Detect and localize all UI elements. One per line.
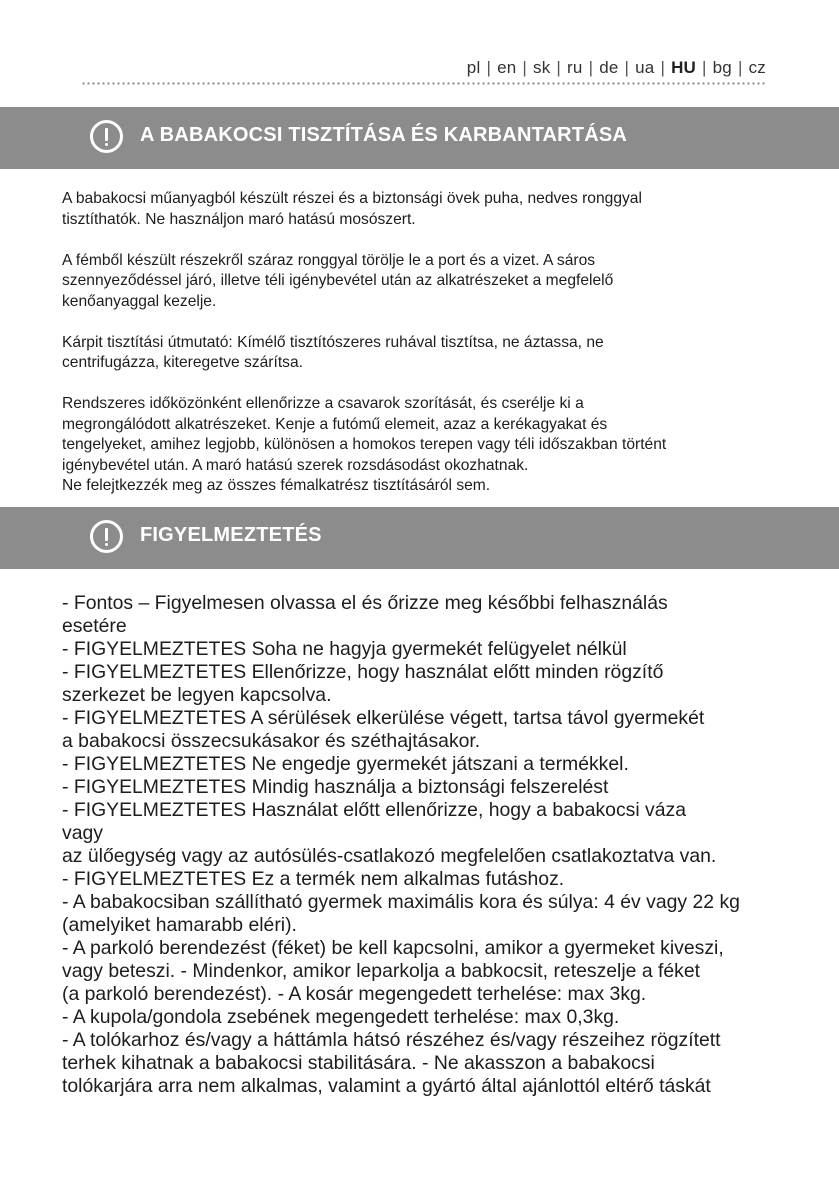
exclamation-circle-icon — [90, 120, 123, 153]
lang-separator: | — [702, 58, 707, 77]
warning-line: (amelyiket hamarabb eléri). — [62, 914, 297, 936]
cleaning-text — [62, 189, 782, 497]
section-header-cleaning — [0, 107, 839, 169]
lang-separator: | — [522, 58, 527, 77]
warning-line: - FIGYELMEZTETES Ellenőrizze, hogy használat előtt minden rögzítő — [62, 661, 664, 683]
warning-line: - FIGYELMEZTETES Soha ne hagyja gyermekét felügyelet nélkül — [62, 638, 627, 660]
text-line: kenőanyaggal kezelje. — [62, 292, 217, 310]
lang-hu-active[interactable]: HU — [671, 58, 697, 77]
lang-separator: | — [737, 58, 743, 77]
warning-line: esetére — [62, 615, 127, 637]
warning-line: - A parkoló berendezést (féket) be kell kapcsolni, amikor a gyermeket kiveszi, — [62, 937, 724, 959]
warning-line: vagy beteszi. - Mindenkor, amikor leparkolja a babkocsit, reteszelje a féket — [62, 960, 701, 982]
warning-line: - FIGYELMEZTETES Mindig használja a biztonsági felszerelést — [62, 776, 609, 798]
paragraph — [62, 251, 782, 313]
lang-pl[interactable]: pl — [466, 58, 481, 77]
lang-de[interactable]: de — [599, 58, 619, 77]
warning-line: vagy — [62, 822, 103, 844]
lang-separator: | — [588, 58, 594, 77]
lang-separator: | — [624, 58, 630, 77]
warning-line: - FIGYELMEZTETES Használat előtt ellenőrizze, hogy a babakocsi váza — [62, 799, 687, 821]
lang-en[interactable]: en — [497, 58, 517, 77]
paragraph — [62, 333, 782, 374]
text-line: Ne felejtkezzék meg az összes fémalkatrész tisztításáról sem. — [62, 477, 491, 494]
text-line: centrifugázza, kiteregetve szárítsa. — [62, 354, 303, 371]
warning-line: a babakocsi összecsukásakor és széthajtásakor. — [62, 730, 481, 752]
text-line: szennyeződéssel járó, illetve téli igénybevétel után az alkatrészeket a megfelelő — [62, 272, 614, 289]
section-title: FIGYELMEZTETÉS — [140, 524, 322, 546]
section-title: A BABAKOCSI TISZTÍTÁSA ÉS KARBANTARTÁSA — [140, 124, 628, 146]
warning-line: - FIGYELMEZTETES Ez a termék nem alkalmas futáshoz. — [62, 868, 565, 890]
dotted-divider — [81, 82, 767, 85]
lang-ru[interactable]: ru — [567, 58, 583, 77]
warning-line: az ülőegység vagy az autósülés-csatlakozó megfelelően csatlakoztatva van. — [62, 845, 717, 867]
text-line: A babakocsi műanyagból készült részei és a biztonsági övek puha, nedves ronggyal — [62, 190, 642, 207]
language-selector — [467, 58, 766, 78]
lang-separator: | — [660, 58, 666, 77]
text-line: megrongálódott alkatrészeket. Kenje a futómű elemeit, azaz a kerékagyakat és — [62, 415, 608, 433]
text-line: igénybevétel után. A maró hatású szerek rozsdásodást okozhatnak. — [62, 456, 529, 474]
lang-separator: | — [556, 58, 562, 77]
lang-cz[interactable]: cz — [748, 58, 766, 77]
lang-bg[interactable]: bg — [712, 58, 732, 77]
lang-ua[interactable]: ua — [635, 58, 655, 77]
warning-line: - A kupola/gondola zsebének megengedett terhelése: max 0,3kg. — [62, 1006, 620, 1028]
warning-line: tolókarjára arra nem alkalmas, valamint a gyártó által ajánlottól eltérő táskát — [62, 1075, 711, 1097]
text-line: A fémből készült részekről száraz ronggyal törölje le a port és a vizet. A sáros — [62, 251, 596, 269]
warning-line: - Fontos – Figyelmesen olvassa el és őrizze meg későbbi felhasználás — [62, 592, 668, 614]
text-line: Rendszeres időközönként ellenőrizze a csavarok szorítását, és cserélje ki a — [62, 395, 584, 412]
warning-line: (a parkoló berendezést). - A kosár megengedett terhelése: max 3kg. — [62, 983, 647, 1005]
warning-line: terhek kihatnak a babakocsi stabilitására. - Ne akasszon a babakocsi — [62, 1052, 655, 1074]
warning-line: - A babakocsiban szállítható gyermek maximális kora és súlya: 4 év vagy 22 kg — [62, 891, 740, 913]
section-header-warning — [0, 507, 839, 569]
warning-line: - A tolókarhoz és/vagy a háttámla hátsó részéhez és/vagy részeihez rögzített — [62, 1029, 721, 1051]
lang-sk[interactable]: sk — [533, 58, 551, 77]
warning-line: - FIGYELMEZTETES A sérülések elkerülése végett, tartsa távol gyermekét — [62, 707, 705, 729]
warning-list — [62, 592, 792, 1098]
lang-separator: | — [486, 58, 492, 77]
text-line: tengelyeket, amihez legjobb, különösen a homokos terepen vagy téli időszakban történt — [62, 436, 667, 453]
warning-line: szerkezet be legyen kapcsolva. — [62, 684, 332, 706]
text-line: tisztíthatók. Ne használjon maró hatású mosószert. — [62, 210, 416, 228]
text-line: Kárpit tisztítási útmutató: Kímélő tisztítószeres ruhával tisztítsa, ne áztassa, ne — [62, 333, 604, 351]
exclamation-circle-icon — [90, 520, 123, 553]
paragraph — [62, 394, 782, 497]
paragraph — [62, 189, 782, 230]
warning-line: - FIGYELMEZTETES Ne engedje gyermekét játszani a termékkel. — [62, 753, 629, 775]
